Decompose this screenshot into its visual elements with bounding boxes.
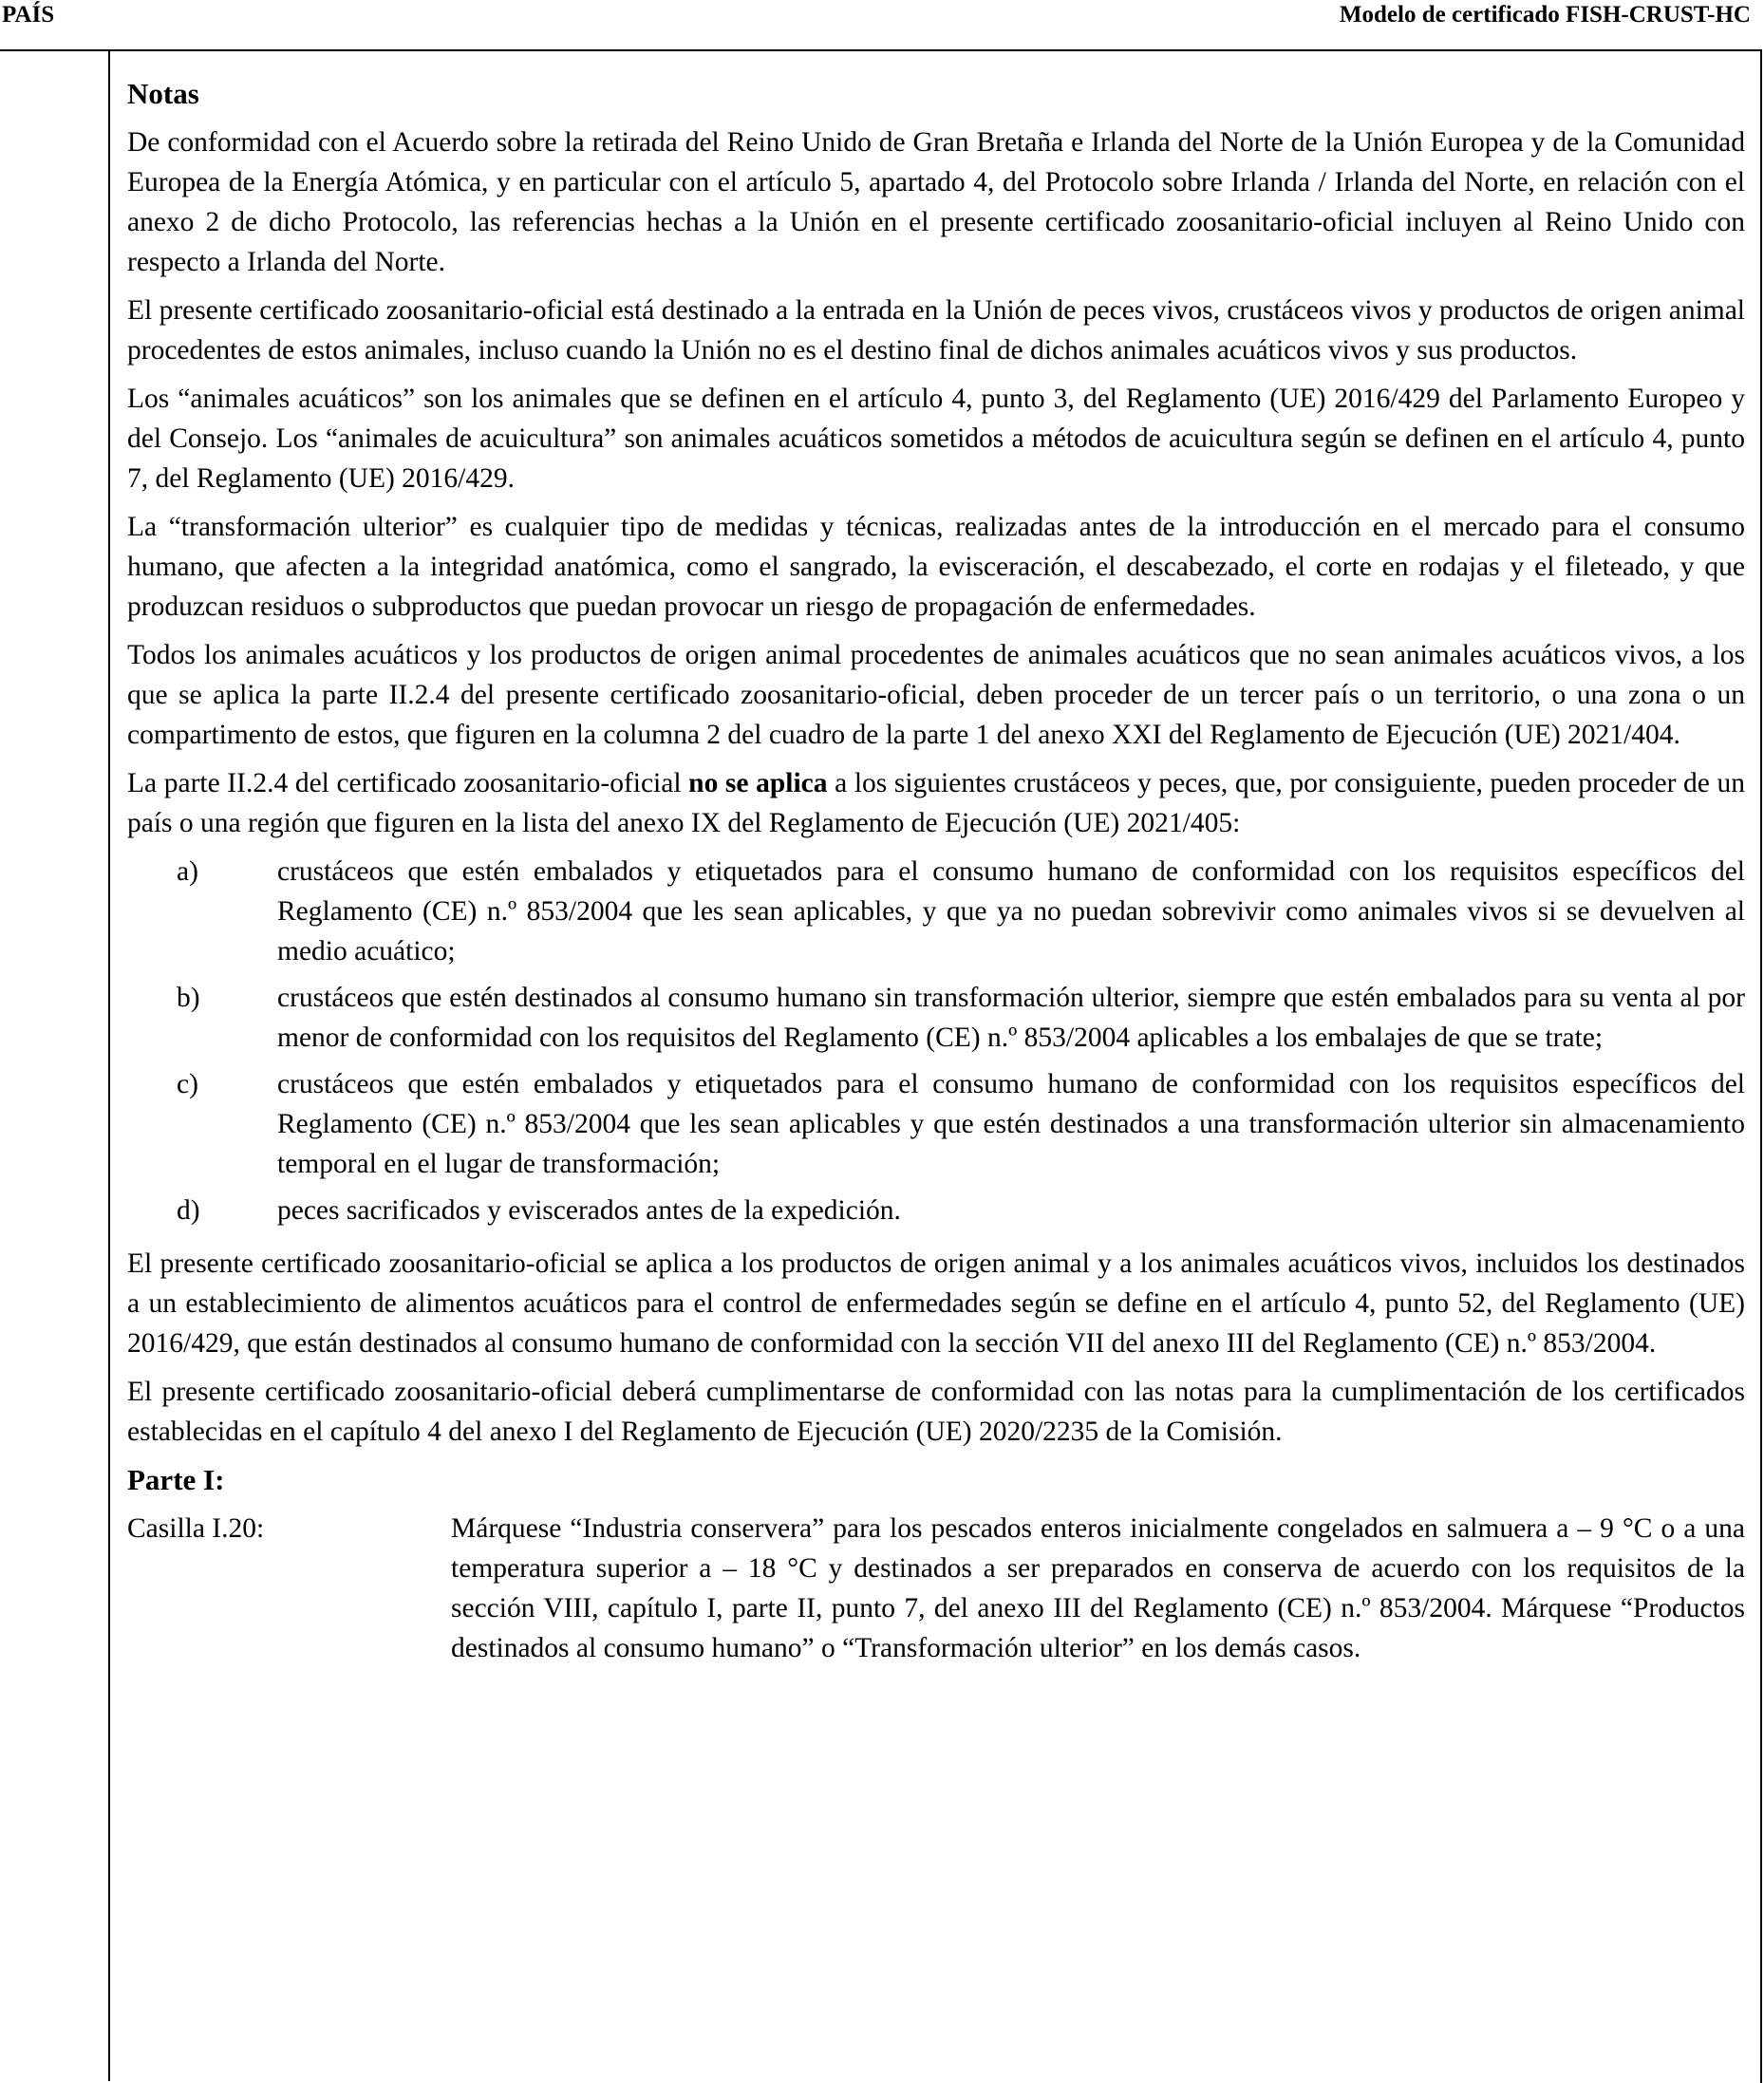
- country-label: PAÍS: [2, 2, 55, 28]
- list-item-label: c): [177, 1069, 198, 1099]
- part1-heading: Parte I:: [127, 1463, 225, 1496]
- list-item-label: b): [177, 983, 200, 1013]
- list-item-text: crustáceos que estén destinados al consumo humano sin transformación ulterior, siempre que estén embalados para su venta al por menor de conformidad con los requisitos del Reglamento (CE) n.º 853/2004 aplicables a los embalajes de que se trate;: [277, 983, 1745, 1053]
- exemption-list: [127, 852, 1745, 1230]
- intro-text: a los siguientes crustáceos y peces, que, por consiguiente, pueden proceder de un país o una región que figuren en la lista del anexo IX del Reglamento de Ejecución (UE) 2021/405:: [127, 768, 1745, 838]
- left-column-divider: [108, 49, 110, 2081]
- notes-section: [127, 74, 1745, 1668]
- list-item-text: peces sacrificados y eviscerados antes de la expedición.: [277, 1195, 901, 1226]
- list-item-label: a): [177, 856, 198, 887]
- paragraph: De conformidad con el Acuerdo sobre la retirada del Reino Unido de Gran Bretaña e Irlanda del Norte de la Unión Europea y de la Comunidad Europea de la Energía Atómica, y en particular con el artículo 5, apartado 4, del Protocolo sobre Irlanda / Irlanda del Norte, en relación con el anexo 2 de dicho Protocolo, las referencias hechas a la Unión en el presente certificado zoosanitario-oficial incluyen al Reino Unido con respecto a Irlanda del Norte.: [127, 127, 1745, 277]
- list-item: [127, 1064, 1745, 1184]
- paragraph: El presente certificado zoosanitario-oficial se aplica a los productos de origen animal y a los animales acuáticos vivos, incluidos los destinados a un establecimiento de alimentos acuáticos para el control de enfermedades según se define en el artículo 4, punto 52, del Reglamento (UE) 2016/429, que están destinados al consumo humano de conformidad con la sección VII del anexo III del Reglamento (CE) n.º 853/2004.: [127, 1248, 1745, 1359]
- list-item: [127, 1191, 1745, 1230]
- list-item-label: d): [177, 1195, 200, 1226]
- intro-text: La parte II.2.4 del certificado zoosanitario-oficial: [127, 768, 689, 798]
- paragraph: El presente certificado zoosanitario-oficial deberá cumplimentarse de conformidad con las notas para la cumplimentación de los certificados establecidas en el capítulo 4 del anexo I del Reglamento de Ejecución (UE) 2020/2235 de la Comisión.: [127, 1377, 1745, 1447]
- box-label: Casilla I.20:: [127, 1513, 265, 1544]
- box-i20-note: [127, 1509, 1745, 1668]
- box-text: Márquese “Industria conservera” para los pescados enteros inicialmente congelados en salmuera a – 9 °C o a una temperatura superior a – 18 °C y destinados a ser preparados en conserva de acuerdo con los requisitos de la sección VIII, capítulo I, parte II, punto 7, del anexo III del Reglamento (CE) n.º 853/2004. Márquese “Productos destinados al consumo humano” o “Transformación ulterior” en los demás casos.: [451, 1513, 1745, 1663]
- paragraph: Los “animales acuáticos” son los animales que se definen en el artículo 4, punto 3, del Reglamento (UE) 2016/429 del Parlamento Europeo y del Consejo. Los “animales de acuicultura” son animales acuáticos sometidos a métodos de acuicultura según se definen en el artículo 4, punto 7, del Reglamento (UE) 2016/429.: [127, 384, 1745, 494]
- list-intro-paragraph: [127, 763, 1745, 843]
- list-item: [127, 978, 1745, 1058]
- list-item: [127, 852, 1745, 971]
- list-item-text: crustáceos que estén embalados y etiquetados para el consumo humano de conformidad con los requisitos específicos del Reglamento (CE) n.º 853/2004 que les sean aplicables y que estén destinados a una transformación ulterior sin almacenamiento temporal en el lugar de transformación;: [277, 1069, 1745, 1179]
- list-item-text: crustáceos que estén embalados y etiquetados para el consumo humano de conformidad con los requisitos específicos del Reglamento (CE) n.º 853/2004 que les sean aplicables, y que ya no puedan sobrevivir como animales vivos si se devuelven al medio acuático;: [277, 856, 1745, 966]
- paragraph: La “transformación ulterior” es cualquier tipo de medidas y técnicas, realizadas antes de la introducción en el mercado para el consumo humano, que afecten a la integridad anatómica, como el sangrado, la evisceración, el descabezado, el corte en rodajas y el fileteado, y que produzcan residuos o subproductos que puedan provocar un riesgo de propagación de enfermedades.: [127, 512, 1745, 622]
- certificate-model-label: Modelo de certificado FISH-CRUST-HC: [1339, 2, 1751, 28]
- page-header: [0, 0, 1764, 49]
- intro-bold-text: no se aplica: [688, 768, 828, 798]
- paragraph: Todos los animales acuáticos y los productos de origen animal procedentes de animales acuáticos que no sean animales acuáticos vivos, a los que se aplica la parte II.2.4 del presente certificado zoosanitario-oficial, deben proceder de un tercer país o un territorio, o una zona o un compartimento de estos, que figuren en la columna 2 del cuadro de la parte 1 del anexo XXI del Reglamento de Ejecución (UE) 2021/404.: [127, 640, 1745, 750]
- paragraph: El presente certificado zoosanitario-oficial está destinado a la entrada en la Unión de peces vivos, crustáceos vivos y productos de origen animal procedentes de estos animales, incluso cuando la Unión no es el destino final de dichos animales acuáticos vivos y sus productos.: [127, 295, 1745, 366]
- notes-heading: Notas: [127, 77, 199, 110]
